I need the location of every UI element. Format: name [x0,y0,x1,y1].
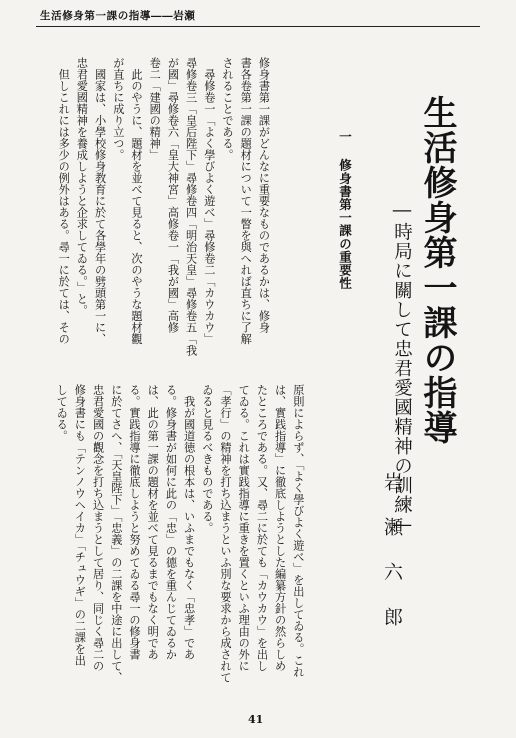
body-line: は、此の第一課の題材を並べて見るまでもなく明であ [146,384,160,660]
body-line: されることである。 [221,57,235,161]
body-line: は、實践指導」に徹底しようとした編纂方針の然らしめ [273,384,287,672]
body-line: 但しこれには多少の例外はある。尋一に於ては、その [57,57,71,345]
body-line: してゐる。 [55,384,69,442]
body-line: 尋修卷一「よく學びよく遊べ」尋修卷二「カウカウ」 [202,57,216,345]
article-subtitle: ―時局に關して忠君愛國精神の訓練― [391,200,413,537]
body-line: ゐると見るべきものである。 [200,384,214,534]
body-line: たところである。又、尋二に於ても「カウカウ」を出し [255,384,269,672]
body-line: 修身書第一課がどんなに重要なものであるかは、修身 [257,57,271,333]
article-title: 生活修身第一課の指導 [417,95,457,445]
body-line: 忠君愛國の觀念を打ち込まうとして居り、同じく尋二の [91,384,105,672]
page-number: 41 [248,713,264,726]
body-line: 此のやうに、題材を並べて見ると、次のやうな題材觀 [130,57,144,345]
body-line: が直ちに成り立つ。 [111,57,125,161]
body-line: 原則によらず、「よく學びよく遊べ」を出してゐる。これ [291,384,305,678]
body-line: が國」尋修卷六「皇大神宮」高修卷一「我が國」高修 [166,57,180,333]
author-name: 岩瀬六郎 [381,472,403,652]
body-line: 國家は、小學校修身教育に於て各學年の劈頭第一に、 [93,57,107,345]
header-rule [36,26,480,27]
body-line: る。實践指導に徹底しようと努めてゐる尋一の修身書 [128,384,142,660]
body-column-upper [57,57,271,356]
body-line: 書各卷第一課の題材について一瞥を與へれば直ちに了解 [239,57,253,345]
body-line: 忠君愛國精神を養成しようと企求してゐる。」と。 [75,57,89,316]
body-line: に於てさへ、「天皇陛下」「忠義」の二課を中途に出して、 [109,384,123,684]
body-line: 尋修卷三「皇后陛下」尋修卷四「明治天皇」尋修卷五「我 [184,57,198,356]
body-line: てゐる。これは實践指導に重きを置くといふ理由の外に [237,384,251,672]
body-line: 卷二「建國の精神」 [148,57,162,161]
running-head: 生活修身第一課の指導――岩瀬 [40,10,196,22]
body-line: る。修身書が如何に此の「忠」の德を重んじてゐるか [164,384,178,660]
body-line: 「孝行」の精神を打ち込まうといふ別な要求から成されて [219,384,233,683]
body-line: 修身書にも「テンノウヘイカ」「チュウギ」の二課を出 [73,384,87,666]
body-line: 我が國道徳の根本は、いふまでもなく「忠孝」であ [182,384,196,660]
body-column-lower [56,384,304,689]
section-heading: 一 修身書第一課の重要性 [337,130,353,290]
